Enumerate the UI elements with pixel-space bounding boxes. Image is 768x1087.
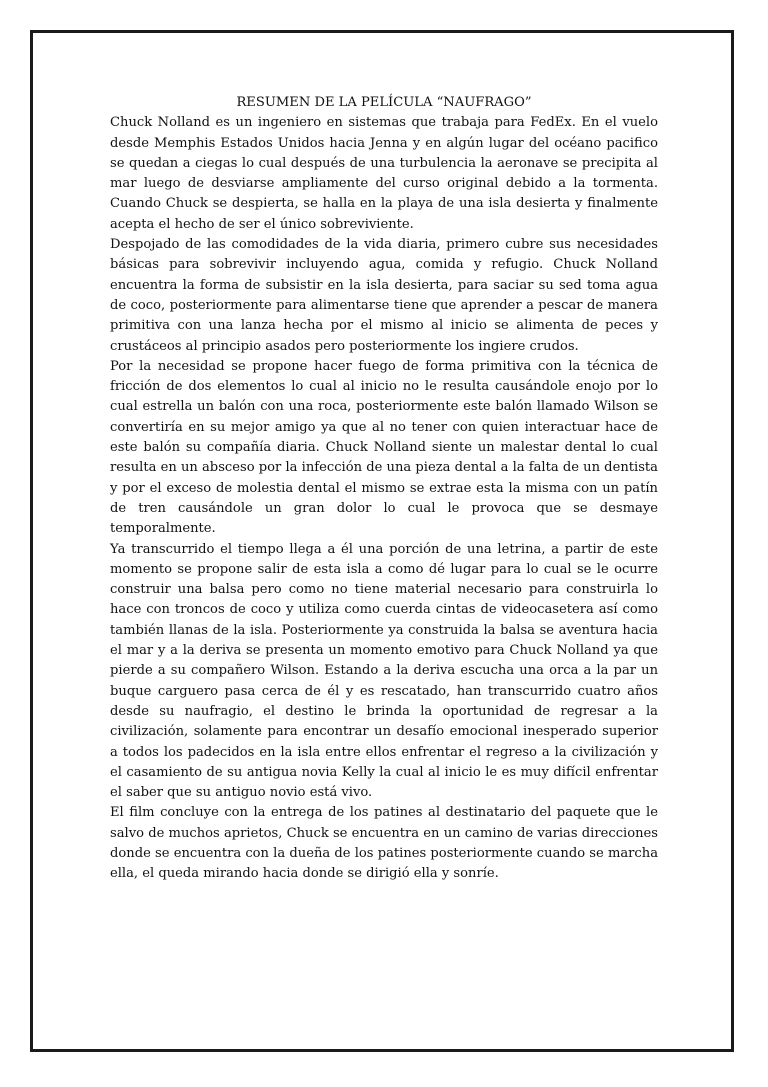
paragraph: Por la necesidad se propone hacer fuego de forma primitiva con la técnica de fricción de dos elementos lo cual al inicio no le resulta causándole enojo por lo cual estrella un balón con una roca, posteriormente este balón llamado Wilson se convertiría en su mejor amigo ya que al no tener con quien interactuar hace de este balón su compañía diaria. Chuck Nolland siente un malestar dental lo cual resulta en un absceso por la infección de una pieza dental a la falta de un dentista y por el exceso de molestia dental el mismo se extrae esta la misma con un patín de tren causándole un gran dolor lo cual le provoca que se desmaye temporalmente. — [110, 358, 658, 537]
paragraph: Despojado de las comodidades de la vida diaria, primero cubre sus necesidades básicas para sobrevivir incluyendo agua, comida y refugio. Chuck Nolland encuentra la forma de subsistir en la isla desierta, para saciar su sed toma agua de coco, posteriormente para alimentarse tiene que aprender a pescar de manera primitiva con una lanza hecha por el mismo al inicio se alimenta de peces y crustáceos al principio asados pero posteriormente los ingiere crudos. — [110, 237, 658, 354]
paragraph: Chuck Nolland es un ingeniero en sistemas que trabaja para FedEx. En el vuelo desde Memphis Estados Unidos hacia Jenna y en algún lugar del océano pacifico se quedan a ciegas lo cual después de una turbulencia la aeronave se precipita al mar luego de desviarse ampliamente del curso original debido a la tormenta. Cuando Chuck se despierta, se halla en la playa de una isla desierta y finalmente acepta el hecho de ser el único sobreviviente. — [110, 115, 658, 232]
document-body — [110, 93, 658, 885]
document-title: RESUMEN DE LA PELÍCULA “NAUFRAGO” — [236, 95, 532, 110]
paragraph: El film concluye con la entrega de los patines al destinatario del paquete que le salvo de muchos aprietos, Chuck se encuentra en un camino de varias direcciones donde se encuentra con la dueña de los patines posteriormente cuando se marcha ella, el queda mirando hacia donde se dirigió ella y sonríe. — [110, 805, 658, 882]
paragraph: Ya transcurrido el tiempo llega a él una porción de una letrina, a partir de este momento se propone salir de esta isla a como dé lugar para lo cual se le ocurre construir una balsa pero como no tiene material necesario para construirla lo hace con troncos de coco y utiliza como cuerda cintas de videocasetera así como también llanas de la isla. Posteriormente ya construida la balsa se aventura hacia el mar y a la deriva se presenta un momento emotivo para Chuck Nolland ya que pierde a su compañero Wilson. Estando a la deriva escucha una orca a la par un buque carguero pasa cerca de él y es rescatado, han transcurrido cuatro años desde su naufragio, el destino le brinda la oportunidad de regresar a la civilización, solamente para encontrar un desafío emocional inesperado superior a todos los padecidos en la isla entre ellos enfrentar el regreso a la civilización y el casamiento de su antigua novia Kelly la cual al inicio le es muy difícil enfrentar el saber que su antiguo novio está vivo. — [110, 541, 658, 801]
